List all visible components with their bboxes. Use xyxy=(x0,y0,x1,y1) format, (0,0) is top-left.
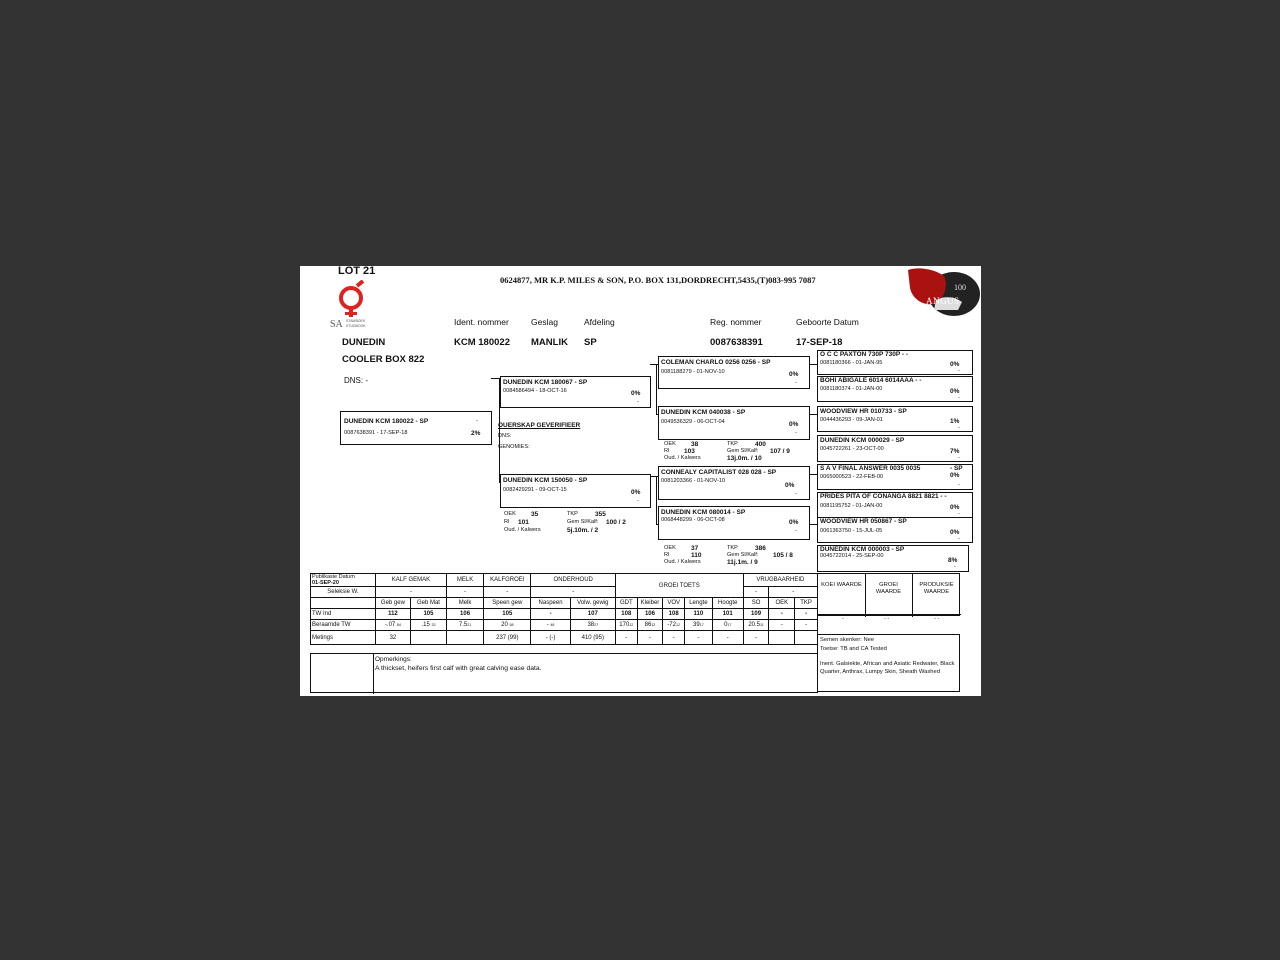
pedigree-dam-box: DUNEDIN KCM 150050 - SP 0082429291 - 09-OCT-15 0% - xyxy=(500,474,651,508)
groei-waarde-label: GROEI WAARDE xyxy=(875,582,902,595)
lot-number: LOT 21 xyxy=(338,266,376,277)
vaccination-note: Inent. Galsiekte, African and Asiatic Redwater, Black Quarter, Anthrax, Lumpy Skin, Sheath Washed xyxy=(820,661,955,675)
koei-waarde-label: KOEI WAARDE xyxy=(821,582,862,588)
publication-date-cell: Publikasie Datum 01-SEP-20 xyxy=(311,574,376,587)
pedigree-gg-box: WOODVIEW HR 050867 - SP 0061363750 - 15-JUL-05 0% - xyxy=(817,517,973,543)
pedigree-gg-box: DUNEDIN KCM 000003 - SP 0045722014 - 25-SEP-00 8% - xyxy=(817,545,969,572)
animal-name-line1: DUNEDIN xyxy=(342,337,386,348)
side-notes-box xyxy=(817,634,960,692)
produksie-waarde-label: PRODUKSIE WAARDE xyxy=(919,582,954,595)
ouerskap-dns: DNS: xyxy=(498,433,512,439)
animal-reg: 0087638391 xyxy=(710,337,763,348)
angus-logo: 100 ANGUS xyxy=(906,266,981,318)
animal-name-line2: COOLER BOX 822 xyxy=(342,354,425,365)
ouerskap-title: OUERSKAP GEVERIFIEER xyxy=(498,422,581,429)
column-headers-row: Geb gew Geb Mat Melk Speen gew Naspeen Volw. gewig GDT Kleiber VOV Lengte Hoogte SO OEK TKP xyxy=(311,598,818,609)
studbook-emblem-icon xyxy=(336,280,366,318)
animal-afdeling: SP xyxy=(584,337,597,348)
header-ident: Ident. nommer xyxy=(454,317,509,327)
tests-note: Toetse: TB and CA Tested xyxy=(820,646,887,652)
breeder-line: 0624877, MR K.P. MILES & SON, P.O. BOX 131,DORDRECHT,5435,(T)083-995 7087 xyxy=(500,275,816,285)
pedigree-gg-box: PRIDES PITA OF CONANGA 8821 8821 - - 0081195752 - 01-JAN-00 0% - xyxy=(817,492,973,518)
value-index-block: KOEI WAARDE GROEI WAARDE PRODUKSIE WAARDE - - - - - xyxy=(817,573,960,616)
header-geslag: Geslag xyxy=(531,317,558,327)
ouerskap-genomies: GENOMIES: xyxy=(498,444,530,450)
beraamde-tw-row: Beraamde TW -.07 84 .15 33 7.521 20 58 - 48 3827 17012 8612 -7212 3917 017 20.511 - - xyxy=(311,620,818,631)
sa-studbook-logo: SA STAMBOEK STUDBOOK xyxy=(330,280,382,332)
tw-ind-row: TW Ind 112 105 106 105 - 107 108 106 108 110 101 109 - - xyxy=(311,609,818,620)
remarks-text: A thickset, heifers first calf with great calving ease data. xyxy=(375,665,542,672)
pedigree-gg-box: O C C PAXTON 730P 730P - - 0081180366 - 01-JAN-95 0% - xyxy=(817,350,973,375)
group-groei-toets: GROEI TOETS xyxy=(615,574,743,598)
pedigree-self-box: DUNEDIN KCM 180022 - SP - 0087638391 - 17-SEP-18 2% xyxy=(340,411,492,445)
seleksie-label: Seleksie W. xyxy=(311,587,376,598)
header-geboorte: Geboorte Datum xyxy=(796,317,859,327)
pedigree-dam-sire-box: CONNEALY CAPITALIST 028 028 - SP 0081203366 - 01-NOV-10 0% - xyxy=(658,466,810,500)
header-afdeling: Afdeling xyxy=(584,317,615,327)
angus-bull-icon xyxy=(906,266,981,318)
pedigree-dam-dam-box: DUNEDIN KCM 080014 - SP 0068448299 - 06-OCT-08 0% - xyxy=(658,506,810,540)
semen-donor-note: Semen skenker: Nee xyxy=(820,637,875,643)
group-kalfgroei: KALFGROEI xyxy=(484,574,531,587)
pedigree-gg-box: WOODVIEW HR 010733 - SP 0044436293 - 09-JAN-01 1% - xyxy=(817,406,973,432)
remarks-box xyxy=(310,653,818,693)
pedigree-gg-box: DUNEDIN KCM 000029 - SP 0045722261 - 23-OCT-00 7% - xyxy=(817,435,973,462)
pedigree-gg-box: BOHI ABIGALE 6014 6014AAA - - 0081180374 - 01-JAN-00 0% - xyxy=(817,376,973,402)
group-kalf-gemak: KALF GEMAK xyxy=(375,574,446,587)
pedigree-certificate: LOT 21 0624877, MR K.P. MILES & SON, P.O. BOX 131,DORDRECHT,5435,(T)083-995 7087 SA STAMBOEK STUDBOOK 100 ANGUS Ident. nommer Geslag Afdeling Reg. nommer Geboorte Datum DUNEDIN COOLER BOX 822 KCM 180022 MANLIK SP 0087638391 17-SEP-18 DNS: - DUNEDIN KCM 180022 - SP - 0087638391 - 17-SEP-18 2% DUNEDIN KCM 180067 - SP 0084586494 - 18-OCT-16 0% - OUERSKAP GEVERIFIEER DNS: GENOMIES: DUNEDIN KCM 150050 - SP 0082429291 - 09-OCT-15 0% - OEK 35 TKP 355 RI 101 Gem Sl/Kalf: 100 / 2 Oud. / Kalwers 5j.10m. / 2 COLEMAN CHARLO 0256 0256 - SP 0081188279 - 01-NOV-10 0% - DUNEDIN KCM 040038 - SP 0049536329 - 06-OCT-04 0% - OEK 38 TKP 400 RI 103 Gem Sl/Kalf: 107 / 9 Oud. / Kalwers 13j.0m. / 10 CONNEALY CAPITALIST 028 028 - SP 0081203366 - 01-NOV-10 0% - DUNEDIN KCM 080014 - SP 0068448299 - 06-OCT-08 0% - OEK 37 TKP 386 RI 110 Gem Sl/Kalf: 105 / 8 Oud. / Kalwers 11j.1m. / 9 O C C PAXTON 730P 730P - - 0081180366 - 01-JAN-95 0% - BOHI ABIGALE 6014 6014AAA - - 0081180374 - 01-JAN-00 0% - WOODVIEW HR 010733 - SP 0044436293 - 09-JAN-01 1% - DUNEDIN KCM 000029 - SP 0045722261 - 23-OCT-00 7% - S A V FINAL ANSWER 0035 0035 - SP 0065000523 - 22-FEB-00 0% - PRIDES PITA OF CONANGA 8821 8821 - - 0081195752 - 01-JAN-00 0% - WOODVIEW HR 050867 - SP 0061363750 - 15-JUL-05 0% - DUNEDIN KCM 000003 - SP 0045722014 - 25-SEP-00 8% - Publikasie Datum 01-SEP-20 KALF GEMAK MELK KALFGROEI ONDERHOUD GROEI TOETS VRUGBAARHEID Seleksie W. - - - - - - Geb gew Geb Mat Melk Speen gew Naspeen Volw. gewig GDT Kleiber VOV Lengte Hoogte SO OEK TKP TW Ind 112 105 106 105 - 107 108 106 108 110 101 109 - - Beraamde TW -.07 84 .15 33 7.521 20 58 - 48 3827 17012 8612 -7212 3917 017 20.511 - - Metings 32 237 (99) - (-) 410 (95) - - - - - - KOEI WAARDE GROEI WAARDE PRODUKSIE WAARDE - - - - - Opmerkings: A thickset, heifers first calf with great calving ease data. Semen skenker: Nee Toetse: TB and CA Tested Inent. Galsiekte, African and Asiatic Redwater, Black Quarter, Anthrax, Lumpy Skin, Sheath Washed xyxy=(300,266,981,696)
header-reg: Reg. nommer xyxy=(710,317,762,327)
pedigree-sire-sire-box: COLEMAN CHARLO 0256 0256 - SP 0081188279 - 01-NOV-10 0% - xyxy=(658,356,810,389)
animal-dns: DNS: - xyxy=(344,376,368,385)
group-onderhoud: ONDERHOUD xyxy=(531,574,615,587)
pedigree-sire-box: DUNEDIN KCM 180067 - SP 0084586494 - 18-OCT-16 0% - xyxy=(500,376,651,408)
animal-geslag: MANLIK xyxy=(531,337,568,348)
group-vrugbaarheid: VRUGBAARHEID xyxy=(743,574,817,587)
performance-table: Publikasie Datum 01-SEP-20 KALF GEMAK MELK KALFGROEI ONDERHOUD GROEI TOETS VRUGBAARHEID Seleksie W. - - - - - - Geb gew Geb Mat Melk Speen gew Naspeen Volw. gewig GDT Kleiber VOV Lengte Hoogte SO OEK TKP TW Ind 112 105 106 105 - 107 108 106 108 110 101 109 - - Beraamde TW -.07 84 .15 33 7.521 20 58 - 48 3827 17012 8612 -7212 3917 017 20.511 - - Metings 32 237 (99) - (-) 410 (95) - - - - - - xyxy=(310,573,818,645)
pedigree-sire-dam-box: DUNEDIN KCM 040038 - SP 0049536329 - 06-OCT-04 0% - xyxy=(658,406,810,440)
group-melk: MELK xyxy=(447,574,484,587)
remarks-label: Opmerkings: xyxy=(375,656,412,663)
animal-ident: KCM 180022 xyxy=(454,337,510,348)
animal-geboorte: 17-SEP-18 xyxy=(796,337,843,348)
metings-row: Metings 32 237 (99) - (-) 410 (95) - - - - - - xyxy=(311,631,818,645)
pedigree-gg-box: S A V FINAL ANSWER 0035 0035 - SP 0065000523 - 22-FEB-00 0% - xyxy=(817,464,973,490)
